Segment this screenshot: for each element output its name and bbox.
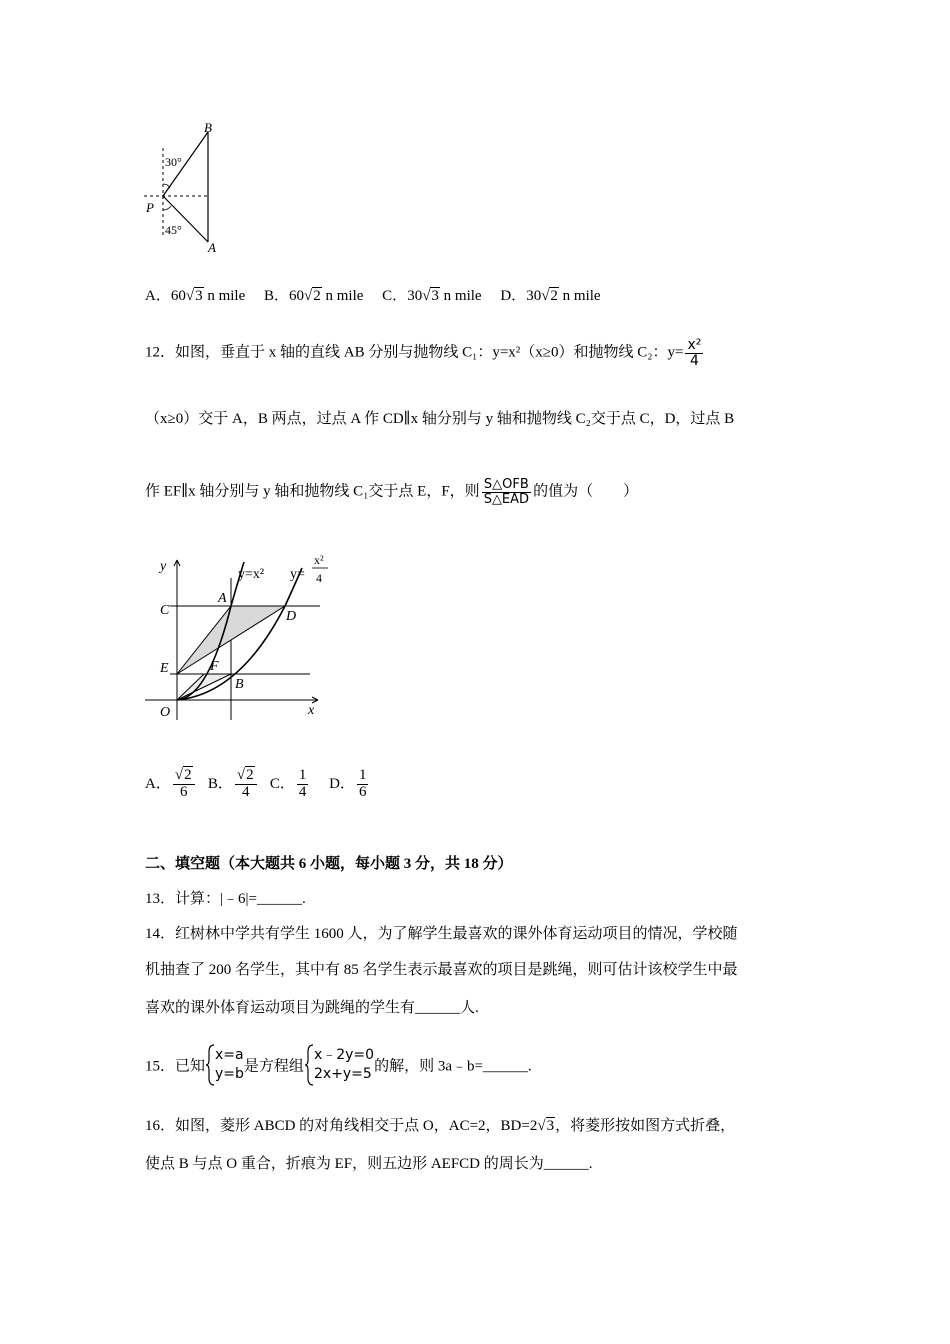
radicand: 2 xyxy=(246,767,254,784)
label-30deg: 30° xyxy=(165,155,182,169)
ratio-num: S△OFB xyxy=(482,478,531,493)
option-unit: n mile xyxy=(325,288,364,304)
option-letter: A． xyxy=(145,776,171,792)
q16-text-1a: 16．如图，菱形 ABCD 的对角线相交于点 O，AC=2，BD=2 xyxy=(145,1118,538,1134)
label-o: O xyxy=(160,705,171,720)
q12-line2: （x≥0）交于 A，B 两点，过点 A 作 CD∥x 轴分别与 y 轴和抛物线 C₂交于点 C，D，过点 B xyxy=(145,411,735,427)
label-y: y xyxy=(160,559,167,574)
label-a: A xyxy=(218,591,227,606)
q12-option-a[interactable] xyxy=(145,767,197,801)
radicand: 2 xyxy=(184,767,192,784)
option-coef: 60 xyxy=(170,288,186,304)
q12-line3 xyxy=(145,478,638,506)
sqrt-symbol: √2 xyxy=(541,288,558,304)
q11-option-a[interactable] xyxy=(145,288,245,304)
frac-num: √2 xyxy=(173,768,195,785)
radicand: 3 xyxy=(546,1118,555,1134)
left-brace-icon xyxy=(304,1044,314,1086)
q14-line3: 喜欢的课外体育运动项目为跳绳的学生有______人. xyxy=(145,1000,479,1016)
option-letter: D． xyxy=(500,288,527,304)
radicand: 3 xyxy=(195,288,203,304)
frac-num: √2 xyxy=(235,768,257,785)
frac-num: x² xyxy=(687,337,702,353)
option-letter: C． xyxy=(269,776,295,792)
frac-den: 6 xyxy=(358,784,367,801)
q12-option-b[interactable] xyxy=(207,767,259,801)
label-b: B xyxy=(204,120,212,135)
option-fraction xyxy=(297,768,309,801)
frac-num: 1 xyxy=(358,767,367,784)
ratio-den: S△EAD xyxy=(483,491,530,507)
q14-line2: 机抽查了 200 名学生，其中有 85 名学生表示最喜欢的项目是跳绳，则可估计该校学生中最 xyxy=(145,962,738,978)
option-unit: n mile xyxy=(562,288,601,304)
q12-text-1: 12．如图，垂直于 x 轴的直线 AB 分别与抛物线 C₁：y=x²（x≥0）和抛物线 C₂：y= xyxy=(145,344,684,361)
option-fraction xyxy=(173,768,195,801)
radicand: 2 xyxy=(550,288,558,304)
option-coef: 30 xyxy=(526,288,542,304)
system-2-eq2: 2x+y=5 xyxy=(313,1066,372,1082)
q12-text-3a: 作 EF∥x 轴分别与 y 轴和抛物线 C₁交于点 E，F，则 xyxy=(145,483,480,500)
label-x: x xyxy=(308,703,315,718)
frac-den: 4 xyxy=(241,784,250,801)
label-a: A xyxy=(208,240,216,255)
option-unit: n mile xyxy=(443,288,482,304)
label-curve-c2-den: 4 xyxy=(316,571,322,585)
option-fraction xyxy=(235,768,257,801)
label-f: F xyxy=(210,659,219,674)
q15-text-mid: 是方程组 xyxy=(243,1058,304,1075)
q16-line2: 使点 B 与点 O 重合，折痕为 EF，则五边形 AEFCD 的周长为______. xyxy=(145,1156,593,1172)
label-curve-c2-prefix: y= xyxy=(290,567,305,582)
q11-options xyxy=(145,284,601,305)
angle-arc-bottom xyxy=(163,206,171,210)
q11-option-c[interactable] xyxy=(382,288,481,304)
radicand: 2 xyxy=(313,288,321,304)
q12-line1 xyxy=(145,338,705,368)
frac-num: 1 xyxy=(298,767,307,784)
q12-text-3b: 的值为（ ） xyxy=(533,483,639,500)
label-b: B xyxy=(235,677,244,692)
sqrt-symbol: √2 xyxy=(304,288,321,304)
q16-line1 xyxy=(145,1114,735,1135)
system-2-eq1: x﹣2y=0 xyxy=(313,1047,375,1064)
label-45deg: 45° xyxy=(165,223,182,237)
q15-text-post: 的解，则 3a﹣b=______. xyxy=(374,1058,532,1075)
sqrt-symbol: √3 xyxy=(185,288,203,304)
q11-option-d[interactable] xyxy=(500,288,600,304)
system-1 xyxy=(215,1046,244,1084)
option-letter: B． xyxy=(264,288,290,304)
section-title: 二、填空题（本大题共 6 小题，每小题 3 分，共 18 分） xyxy=(145,856,513,872)
figure-q11 xyxy=(138,118,228,256)
label-curve-c1: y=x² xyxy=(238,567,265,582)
left-brace-icon xyxy=(205,1044,215,1086)
figure-q12 xyxy=(140,548,330,723)
frac-den: 4 xyxy=(689,352,699,369)
option-coef: 60 xyxy=(289,288,305,304)
q12-option-d[interactable] xyxy=(329,767,370,801)
label-e: E xyxy=(160,661,169,676)
system-2 xyxy=(314,1046,374,1084)
fraction-x2-over-4 xyxy=(685,338,703,368)
label-c: C xyxy=(160,603,170,618)
q11-option-b[interactable] xyxy=(264,288,363,304)
q13-text: 13．计算：|﹣6|=______. xyxy=(145,891,306,907)
option-letter: B． xyxy=(207,776,233,792)
q12-options xyxy=(145,762,370,806)
frac-den: 4 xyxy=(298,784,307,801)
q12-option-c[interactable] xyxy=(269,767,311,801)
q16-text-1b: ，将菱形按如图方式折叠， xyxy=(555,1118,736,1134)
option-fraction xyxy=(357,768,369,801)
option-letter: D． xyxy=(329,776,355,792)
sqrt-symbol: √3 xyxy=(422,288,439,304)
option-letter: C． xyxy=(382,288,408,304)
option-unit: n mile xyxy=(207,288,246,304)
system-1-eq2: y=b xyxy=(215,1066,244,1082)
sqrt-symbol: √3 xyxy=(537,1118,555,1134)
q15-line xyxy=(145,1044,532,1086)
radicand: 3 xyxy=(431,288,439,304)
option-coef: 30 xyxy=(407,288,423,304)
label-d: D xyxy=(286,609,297,624)
q14-line1: 14．红树林中学共有学生 1600 人，为了解学生最喜欢的课外体育运动项目的情况，学校随 xyxy=(145,926,738,942)
option-letter: A． xyxy=(145,288,171,304)
frac-den: 6 xyxy=(179,784,188,801)
system-1-eq1: x=a xyxy=(215,1047,244,1064)
area-ratio-fraction xyxy=(482,478,531,506)
label-curve-c2-num: x² xyxy=(314,553,324,567)
label-p: P xyxy=(146,200,154,215)
q15-text-pre: 15．已知 xyxy=(145,1058,206,1075)
